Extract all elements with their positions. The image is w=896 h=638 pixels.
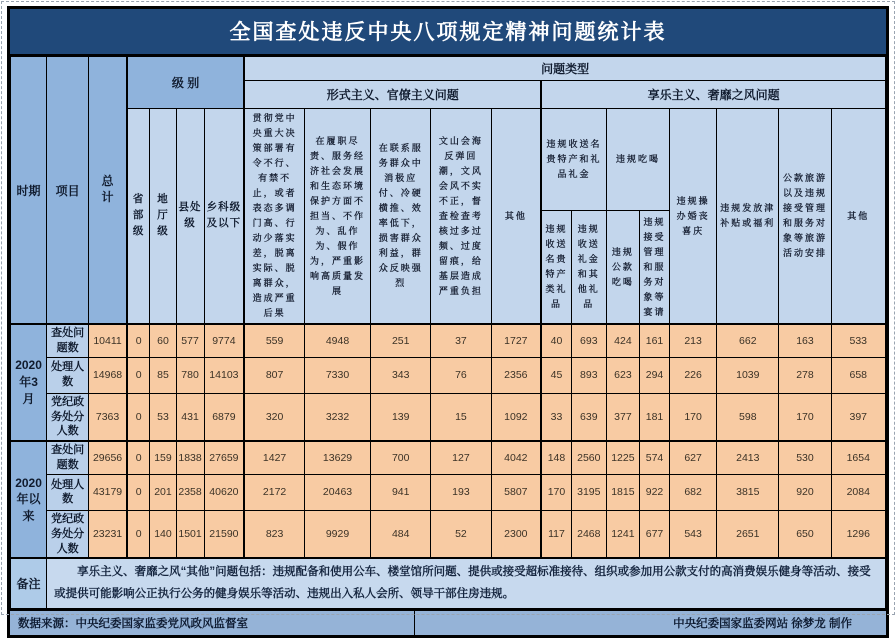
data-cell: 139 <box>371 393 431 441</box>
row-label: 处理人数 <box>47 357 89 393</box>
col-group-gifts: 违规收送名贵特产和礼品礼金 <box>541 109 606 211</box>
data-cell: 484 <box>371 510 431 558</box>
col-header-level-township: 乡科级及以下 <box>204 109 244 325</box>
col-header-level-county: 县处级 <box>176 109 204 325</box>
credit: 中央纪委国家监委网站 徐梦龙 制作 <box>673 617 852 630</box>
data-cell: 2413 <box>717 441 779 474</box>
data-cell: 682 <box>670 474 717 510</box>
data-cell: 181 <box>639 393 669 441</box>
data-cell: 1727 <box>491 324 541 357</box>
data-cell: 2172 <box>244 474 304 510</box>
data-cell: 693 <box>571 324 606 357</box>
col-header-item: 项目 <box>47 57 89 325</box>
data-cell: 251 <box>371 324 431 357</box>
period-label: 2020年以来 <box>11 441 47 558</box>
data-cell: 4948 <box>304 324 370 357</box>
data-cell: 117 <box>541 510 571 558</box>
data-cell: 574 <box>639 441 669 474</box>
row-label: 党纪政务处分人数 <box>47 510 89 558</box>
data-cell: 627 <box>670 441 717 474</box>
data-cell: 201 <box>150 474 176 510</box>
data-cell: 23231 <box>89 510 127 558</box>
data-cell: 650 <box>779 510 831 558</box>
col-header-hedonism-other: 其他 <box>831 109 885 325</box>
col-header-formalism-3: 在联系服务群众中消极应付、冷硬横推、效率低下，损害群众利益，群众反映强烈 <box>371 109 431 325</box>
data-cell: 1092 <box>491 393 541 441</box>
data-cell: 52 <box>431 510 491 558</box>
data-cell: 2356 <box>491 357 541 393</box>
data-cell: 170 <box>541 474 571 510</box>
remark-label: 备注 <box>11 558 47 608</box>
data-cell: 278 <box>779 357 831 393</box>
data-cell: 431 <box>176 393 204 441</box>
data-cell: 6879 <box>204 393 244 441</box>
data-cell: 14103 <box>204 357 244 393</box>
data-cell: 3195 <box>571 474 606 510</box>
data-cell: 159 <box>150 441 176 474</box>
data-cell: 780 <box>176 357 204 393</box>
data-cell: 14968 <box>89 357 127 393</box>
table-row <box>11 441 886 474</box>
data-cell: 1501 <box>176 510 204 558</box>
row-label: 查处问题数 <box>47 441 89 474</box>
data-cell: 823 <box>244 510 304 558</box>
data-cell: 424 <box>606 324 639 357</box>
page-title: 全国查处违反中央八项规定精神问题统计表 <box>10 9 886 56</box>
data-cell: 533 <box>831 324 885 357</box>
table-row <box>11 510 886 558</box>
data-cell: 27659 <box>204 441 244 474</box>
data-cell: 530 <box>779 441 831 474</box>
col-header-formalism-4: 文山会海反弹回潮，文风会风不实不正，督查检查考核过多过频、过度留痕，给基层造成严重负担 <box>431 109 491 325</box>
col-group-level: 级 别 <box>127 57 244 109</box>
data-cell: 559 <box>244 324 304 357</box>
col-header-total-label: 总计 <box>101 174 114 204</box>
data-cell: 2358 <box>176 474 204 510</box>
data-cell: 2468 <box>571 510 606 558</box>
data-cell: 170 <box>670 393 717 441</box>
col-header-level-prefecture: 地厅级 <box>150 109 176 325</box>
data-cell: 0 <box>127 510 150 558</box>
data-cell: 193 <box>431 474 491 510</box>
col-group-dining: 违规吃喝 <box>606 109 669 211</box>
col-header-period: 时期 <box>11 57 47 325</box>
data-cell: 2084 <box>831 474 885 510</box>
data-cell: 29656 <box>89 441 127 474</box>
data-cell: 60 <box>150 324 176 357</box>
data-cell: 1427 <box>244 441 304 474</box>
data-cell: 15 <box>431 393 491 441</box>
data-cell: 76 <box>431 357 491 393</box>
data-cell: 807 <box>244 357 304 393</box>
data-cell: 0 <box>127 441 150 474</box>
col-group-problem-type: 问题类型 <box>244 57 885 81</box>
statistics-table <box>10 56 886 609</box>
data-cell: 397 <box>831 393 885 441</box>
data-cell: 9774 <box>204 324 244 357</box>
data-cell: 170 <box>779 393 831 441</box>
data-cell: 140 <box>150 510 176 558</box>
data-cell: 37 <box>431 324 491 357</box>
data-cell: 1039 <box>717 357 779 393</box>
data-cell: 161 <box>639 324 669 357</box>
data-cell: 1241 <box>606 510 639 558</box>
row-label: 查处问题数 <box>47 324 89 357</box>
data-cell: 662 <box>717 324 779 357</box>
data-cell: 40620 <box>204 474 244 510</box>
data-cell: 920 <box>779 474 831 510</box>
col-header-total <box>89 57 127 325</box>
data-cell: 922 <box>639 474 669 510</box>
remark-text: 享乐主义、奢靡之风“其他”问题包括：违规配备和使用公车、楼堂馆所问题、提供或接受超标准接待、组织或参加用公款支付的高消费娱乐健身等活动、接受或提供可能影响公正执行公务的健身娱乐等活动、违规出入私人会所、领导干部住房违规。 <box>47 558 886 608</box>
data-cell: 0 <box>127 324 150 357</box>
col-header-dining-public-funds: 违规公款吃喝 <box>606 211 639 324</box>
data-cell: 7330 <box>304 357 370 393</box>
col-header-formalism-1: 贯彻党中央重大决策部署有令不行、有禁不止，或者表态多调门高、行动少落实差，脱离实际、脱离群众，造成严重后果 <box>244 109 304 325</box>
data-cell: 40 <box>541 324 571 357</box>
col-group-formalism: 形式主义、官僚主义问题 <box>244 81 541 109</box>
data-cell: 1225 <box>606 441 639 474</box>
table-frame <box>7 6 889 638</box>
table-row <box>11 474 886 510</box>
data-cell: 677 <box>639 510 669 558</box>
data-cell: 213 <box>670 324 717 357</box>
col-header-gifts-specialty: 违规收送名贵特产类礼品 <box>541 211 571 324</box>
data-cell: 9929 <box>304 510 370 558</box>
data-cell: 7363 <box>89 393 127 441</box>
data-cell: 0 <box>127 474 150 510</box>
data-cell: 0 <box>127 357 150 393</box>
data-cell: 1296 <box>831 510 885 558</box>
data-cell: 163 <box>779 324 831 357</box>
data-cell: 3815 <box>717 474 779 510</box>
data-cell: 2651 <box>717 510 779 558</box>
data-cell: 226 <box>670 357 717 393</box>
col-header-weddings-funerals: 违规操办婚丧喜庆 <box>670 109 717 325</box>
data-cell: 658 <box>831 357 885 393</box>
col-group-hedonism: 享乐主义、奢靡之风问题 <box>541 81 885 109</box>
data-cell: 543 <box>670 510 717 558</box>
data-cell: 2560 <box>571 441 606 474</box>
col-header-formalism-other: 其他 <box>491 109 541 325</box>
data-cell: 320 <box>244 393 304 441</box>
data-cell: 148 <box>541 441 571 474</box>
data-cell: 294 <box>639 357 669 393</box>
data-cell: 4042 <box>491 441 541 474</box>
data-cell: 3232 <box>304 393 370 441</box>
footer-bar <box>10 609 886 635</box>
data-cell: 53 <box>150 393 176 441</box>
data-cell: 598 <box>717 393 779 441</box>
data-cell: 0 <box>127 393 150 441</box>
row-label: 处理人数 <box>47 474 89 510</box>
data-cell: 10411 <box>89 324 127 357</box>
data-cell: 639 <box>571 393 606 441</box>
data-cell: 127 <box>431 441 491 474</box>
data-cell: 85 <box>150 357 176 393</box>
table-row <box>11 393 886 441</box>
data-cell: 43179 <box>89 474 127 510</box>
data-cell: 1654 <box>831 441 885 474</box>
col-header-gifts-cash: 违规收送礼金和其他礼品 <box>571 211 606 324</box>
data-cell: 377 <box>606 393 639 441</box>
data-source: 数据来源：中央纪委国家监委党风政风监督室 <box>10 611 415 635</box>
data-cell: 5807 <box>491 474 541 510</box>
data-cell: 2300 <box>491 510 541 558</box>
data-cell: 33 <box>541 393 571 441</box>
col-header-formalism-2: 在履职尽责、服务经济社会发展和生态环境保护方面不担当、不作为、乱作为、假作为，严重影响高质量发展 <box>304 109 370 325</box>
data-cell: 343 <box>371 357 431 393</box>
data-cell: 45 <box>541 357 571 393</box>
data-cell: 623 <box>606 357 639 393</box>
col-header-level-province: 省部级 <box>127 109 150 325</box>
data-cell: 1838 <box>176 441 204 474</box>
data-cell: 13629 <box>304 441 370 474</box>
row-label: 党纪政务处分人数 <box>47 393 89 441</box>
remark-row <box>11 558 886 608</box>
data-cell: 700 <box>371 441 431 474</box>
data-cell: 21590 <box>204 510 244 558</box>
col-header-public-funded-travel: 公款旅游以及违规接受管理和服务对象等旅游活动安排 <box>779 109 831 325</box>
data-cell: 20463 <box>304 474 370 510</box>
data-cell: 893 <box>571 357 606 393</box>
col-header-dining-banquets: 违规接受管理和服务对象等宴请 <box>639 211 669 324</box>
data-cell: 941 <box>371 474 431 510</box>
period-label: 2020年3月 <box>11 324 47 441</box>
col-header-subsidies: 违规发放津补贴或福利 <box>717 109 779 325</box>
table-row <box>11 357 886 393</box>
data-cell: 577 <box>176 324 204 357</box>
data-cell: 1815 <box>606 474 639 510</box>
table-row <box>11 324 886 357</box>
